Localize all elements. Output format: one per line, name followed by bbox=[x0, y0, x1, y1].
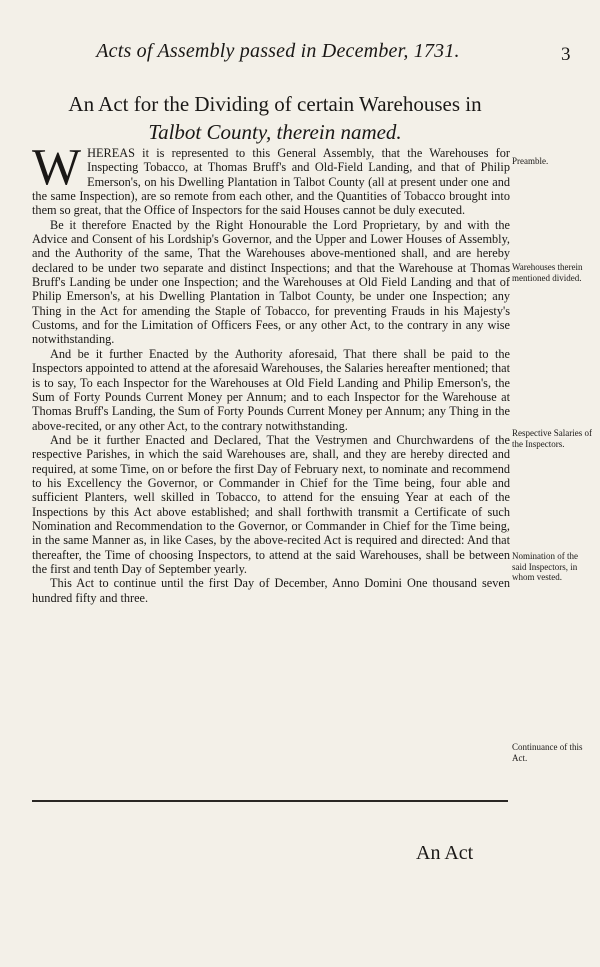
running-head: Acts of Assembly passed in December, 1731. bbox=[96, 40, 460, 62]
title-line-2: Talbot County, therein named. bbox=[148, 120, 402, 144]
title-line-1: An Act for the Dividing of certain Warehouses in bbox=[68, 92, 482, 116]
paragraph-continuance: This Act to continue until the first Day of December, Anno Domini One thousand seven hundred fifty and three. bbox=[32, 576, 510, 605]
divider-rule bbox=[32, 800, 508, 802]
margin-note-preamble: Preamble. bbox=[512, 156, 549, 166]
act-title bbox=[20, 90, 530, 146]
paragraph-enactment: Be it therefore Enacted by the Right Honourable the Lord Proprietary, by and with the Advice and Consent of his Lordship's Governor, and the Upper and Lower Houses of Assembly, and the Authority of the same, That the Warehouses above-mentioned shall, and are hereby declared to be under two separate and distinct Inspections; and that the Warehouse at Thomas Bruff's Landing be under one Inspection; and the Warehouses at Old Field Landing and that of Philip Emerson's, at his Dwelling Plantation in Talbot County, be under one Inspection; any Thing in the Act for amending the Staple of Tobacco, for preventing Frauds in his Majesty's Customs, and for the Limitation of Officers Fees, or any other Act, to the contrary in any wise notwithstanding. bbox=[32, 217, 510, 347]
margin-note-divided: Warehouses therein mentioned divided. bbox=[512, 262, 583, 283]
paragraph-preamble bbox=[32, 139, 510, 218]
margin-note-continuance: Continuance of this Act. bbox=[512, 742, 583, 763]
drop-cap: W bbox=[32, 139, 82, 196]
page-number: 3 bbox=[561, 44, 571, 65]
paragraph-1-text: HEREAS it is represented to this General Assembly, that the Warehouses for Inspecting Tobacco, at Thomas Bruff's and Old-Field Landing, and that of Philip Emerson's, on his Dwelling Plantation in Talbot County (all at present under one and the same Inspection), are so remote from each other, and the Quantities of Tobacco brought into them so great, that the Office of Inspectors for the said Houses cannot be duly executed. bbox=[32, 146, 510, 218]
catchword: An Act bbox=[416, 842, 474, 864]
act-body bbox=[32, 139, 510, 605]
margin-note-salaries: Respective Salaries of the Inspectors. bbox=[512, 428, 592, 449]
paragraph-salaries: And be it further Enacted by the Authority aforesaid, That there shall be paid to the Inspectors appointed to attend at the aforesaid Warehouses, the Salaries hereafter mentioned; that is to say, To each Inspector for the Warehouses at Old Field Landing and Philip Emerson's, the Sum of Forty Pounds Current Money per Annum; and to each Inspector for the Warehouse at Thomas Bruff's Landing, the Sum of Forty Pounds Current Money per Annum; any Thing in the above-recited, or any other Act, to the contrary notwithstanding. bbox=[32, 346, 510, 433]
paragraph-nomination: And be it further Enacted and Declared, That the Vestrymen and Churchwardens of the respective Parishes, in which the said Warehouses are, shall, and they are hereby directed and required, at some Time, on or before the first Day of February next, to nominate and recommend to his Excellency the Governor, or Commander in Chief for the Time being, four able and sufficient Planters, well skilled in Tobacco, to attend for the ensuing Year at each of the Inspections by this Act above established; and shall forthwith transmit a Certificate of such Nomination and Recommendation to the Governor, or Commander in Chief for the Time being, in the same Manner as, in like Cases, by the above-recited Act is required and directed: And that thereafter, the Time of choosing Inspectors, to attend at the said Warehouses, shall be between the first and tenth Day of September yearly. bbox=[32, 432, 510, 576]
margin-note-nomination: Nomination of the said Inspectors, in whom vested. bbox=[512, 551, 578, 582]
